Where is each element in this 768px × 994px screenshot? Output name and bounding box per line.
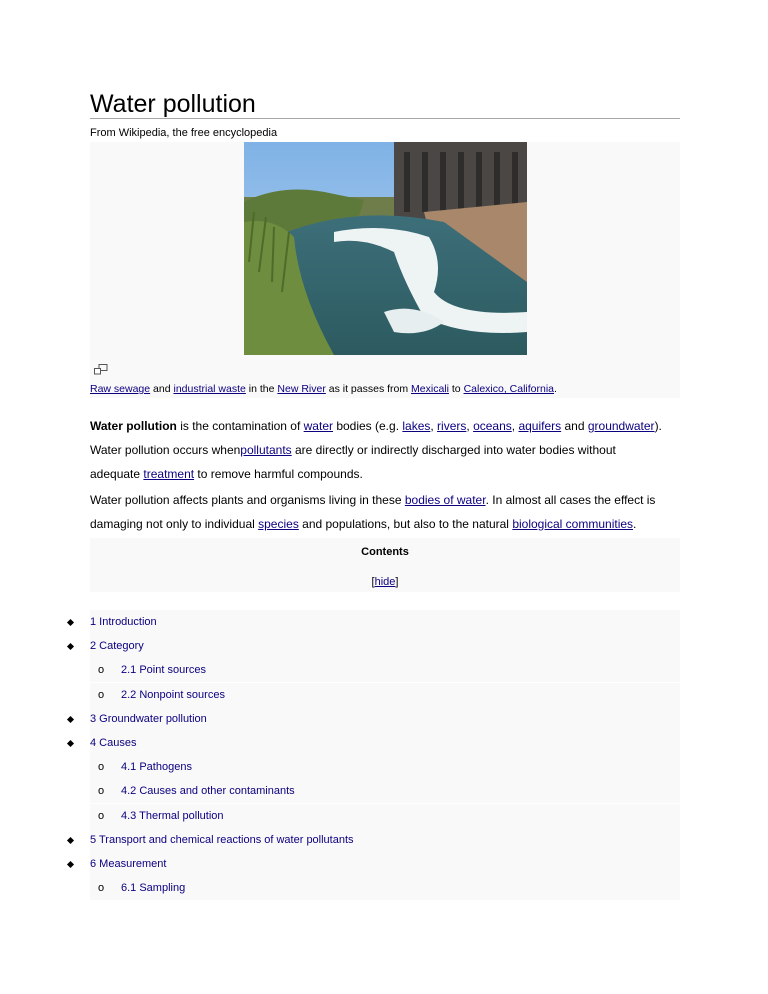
link-groundwater[interactable]: groundwater bbox=[587, 419, 655, 433]
toc-item[interactable] bbox=[0, 804, 768, 828]
bullet-icon bbox=[67, 716, 74, 723]
link-bodies-of-water[interactable]: bodies of water bbox=[404, 493, 486, 507]
toc-item[interactable] bbox=[0, 828, 768, 852]
link-lakes[interactable]: lakes bbox=[402, 419, 431, 433]
sub-bullet-icon: o bbox=[98, 688, 105, 701]
toc-item[interactable] bbox=[0, 634, 768, 658]
intro-line-1: Water pollution is the contamination of water bodies (e.g. lakes, rivers, oceans, aquifers and groundwater). bbox=[90, 419, 662, 433]
toc-item[interactable] bbox=[0, 658, 768, 682]
toc-item[interactable] bbox=[0, 755, 768, 779]
link-pollutants[interactable]: pollutants bbox=[240, 443, 292, 457]
bullet-icon bbox=[67, 619, 74, 626]
intro-line-2: Water pollution occurs whenpollutants are directly or indirectly discharged into water bodies without bbox=[90, 443, 616, 457]
link-aquifers[interactable]: aquifers bbox=[518, 419, 562, 433]
sub-bullet-icon: o bbox=[98, 809, 105, 822]
toc-item[interactable] bbox=[0, 779, 768, 803]
toc-item-label[interactable]: 6 Measurement bbox=[90, 858, 167, 870]
link-new-river[interactable]: New River bbox=[277, 383, 326, 395]
link-mexicali[interactable]: Mexicali bbox=[411, 383, 449, 395]
sub-bullet-icon: o bbox=[98, 785, 105, 798]
intro-line-3: adequate treatment to remove harmful compounds. bbox=[90, 467, 363, 481]
link-biological-communities[interactable]: biological communities bbox=[512, 517, 634, 531]
toc-header-box bbox=[90, 538, 680, 592]
toc-item-label[interactable]: 4.2 Causes and other contaminants bbox=[121, 785, 295, 798]
link-raw-sewage[interactable]: Raw sewage bbox=[90, 383, 151, 395]
toc-item-label[interactable]: 1 Introduction bbox=[90, 616, 157, 628]
toc-item[interactable] bbox=[0, 852, 768, 876]
toc-item-label[interactable]: 6.1 Sampling bbox=[121, 882, 186, 895]
toc-item-background bbox=[90, 634, 680, 658]
bullet-icon bbox=[67, 861, 74, 868]
toc-item-label[interactable]: 4.3 Thermal pollution bbox=[121, 809, 224, 822]
link-treatment[interactable]: treatment bbox=[143, 467, 195, 481]
toc-item[interactable] bbox=[0, 876, 768, 900]
second-line-1: Water pollution affects plants and organisms living in these bodies of water. In almost all cases the effect is bbox=[90, 493, 656, 507]
toc-item-label[interactable]: 3 Groundwater pollution bbox=[90, 712, 207, 725]
river-sewage-photo[interactable] bbox=[244, 142, 527, 355]
link-oceans[interactable]: oceans bbox=[473, 419, 512, 433]
toc-item[interactable] bbox=[0, 707, 768, 731]
link-water[interactable]: water bbox=[303, 419, 333, 433]
toc-item[interactable] bbox=[0, 683, 768, 707]
second-paragraph bbox=[90, 488, 680, 536]
toc-item-background bbox=[90, 610, 680, 634]
enlarge-icon[interactable] bbox=[94, 364, 108, 375]
toc-hide-toggle: [hide] bbox=[371, 576, 399, 588]
toc-hide-link[interactable]: hide bbox=[374, 576, 396, 588]
link-rivers[interactable]: rivers bbox=[437, 419, 467, 433]
toc-item-label[interactable]: 2.1 Point sources bbox=[121, 664, 206, 677]
sub-bullet-icon: o bbox=[98, 882, 105, 895]
bullet-icon bbox=[67, 740, 74, 747]
sub-bullet-icon: o bbox=[98, 761, 105, 774]
intro-paragraph bbox=[90, 414, 680, 486]
link-industrial-waste[interactable]: industrial waste bbox=[173, 383, 246, 395]
bullet-icon bbox=[67, 837, 74, 844]
toc-item-label[interactable]: 5 Transport and chemical reactions of water pollutants bbox=[90, 833, 354, 846]
second-line-2: damaging not only to individual species and populations, but also to the natural biological communities. bbox=[90, 517, 637, 531]
site-subtitle: From Wikipedia, the free encyclopedia bbox=[90, 127, 278, 139]
toc-item-label[interactable]: 4.1 Pathogens bbox=[121, 761, 192, 774]
toc-title: Contents bbox=[361, 546, 409, 558]
toc-item-label[interactable]: 2.2 Nonpoint sources bbox=[121, 688, 225, 701]
bullet-icon bbox=[67, 643, 74, 650]
figure-caption: Raw sewage and industrial waste in the New River as it passes from Mexicali to Calexico, California. bbox=[90, 383, 557, 395]
toc-item[interactable] bbox=[0, 731, 768, 755]
link-calexico[interactable]: Calexico, California bbox=[463, 383, 555, 395]
sub-bullet-icon: o bbox=[98, 664, 105, 677]
title-divider bbox=[90, 118, 680, 119]
page-title: Water pollution bbox=[90, 90, 256, 118]
toc-item-background bbox=[90, 852, 680, 876]
toc-item-background bbox=[90, 731, 680, 755]
toc-item-label[interactable]: 2 Category bbox=[90, 640, 144, 653]
toc-item[interactable] bbox=[0, 610, 768, 634]
toc-item-label[interactable]: 4 Causes bbox=[90, 737, 137, 749]
link-species[interactable]: species bbox=[258, 517, 299, 531]
